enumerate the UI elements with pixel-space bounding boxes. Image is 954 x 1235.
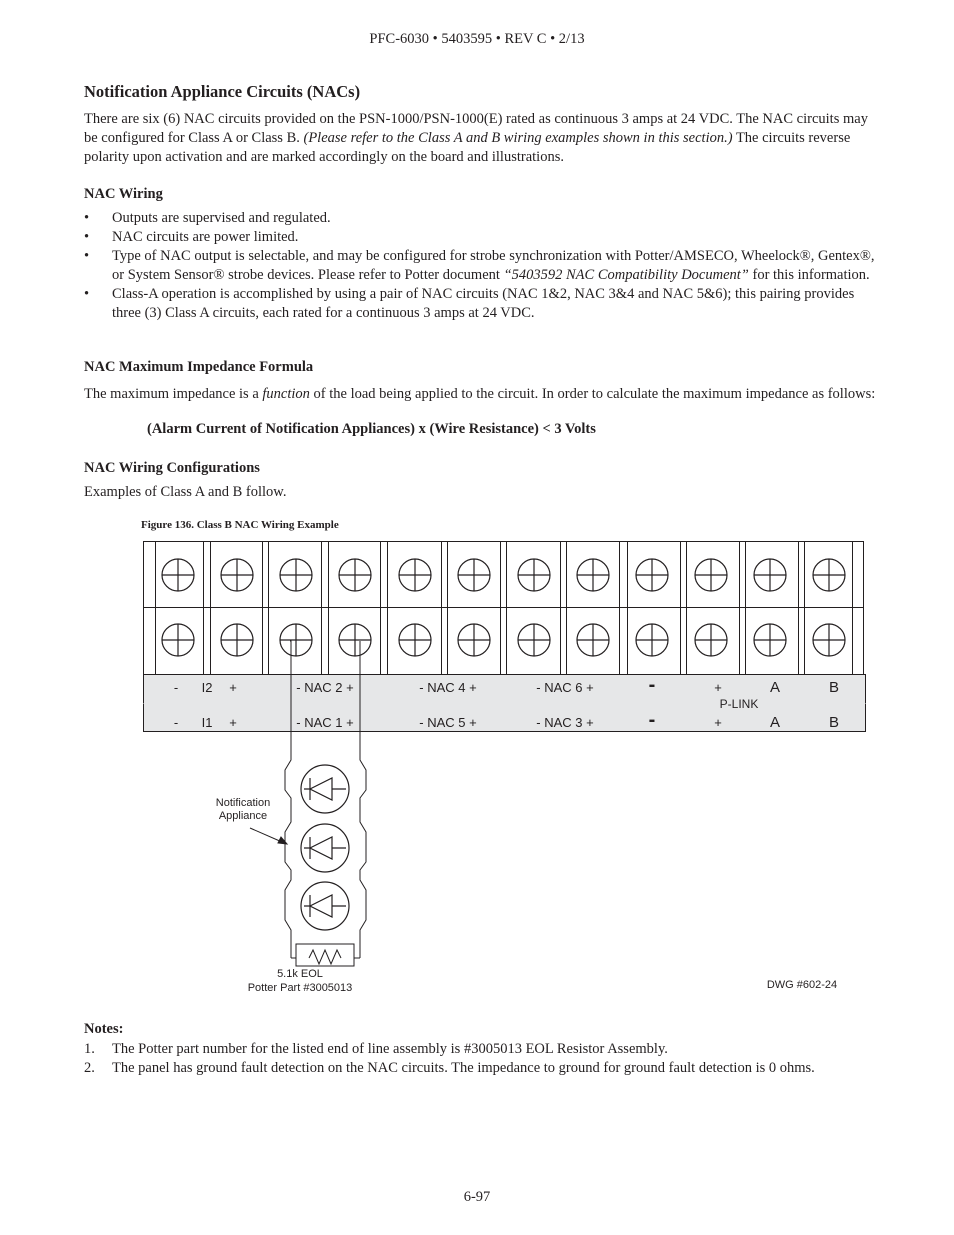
screw-terminal-icon	[458, 624, 490, 656]
label-nac1: - NAC 1 +	[296, 715, 354, 730]
appliance-pointer-arrow	[250, 828, 287, 844]
label-i2-plus: +	[229, 680, 237, 695]
screw-terminal-icon	[458, 559, 490, 591]
drawing-number: DWG #602-24	[766, 979, 838, 991]
label-plink-a-bottom: A	[769, 714, 781, 731]
label-i2-minus: -	[173, 680, 179, 695]
page-header: PFC-6030 • 5403595 • REV C • 2/13	[369, 31, 585, 47]
screw-terminal-icon	[518, 559, 550, 591]
list-item: 2. The panel has ground fault detection on the NAC circuits. The impedance to ground for ground fault detection is 0 ohms.	[84, 1060, 815, 1076]
page-number: 6-97	[463, 1189, 491, 1205]
eol-label-line1: 5.1k EOL	[277, 968, 323, 980]
label-plink-plus-top: +	[714, 680, 722, 695]
section-title: Notification Appliance Circuits (NACs)	[84, 82, 361, 101]
configs-heading: NAC Wiring Configurations	[84, 460, 260, 476]
label-plink-plus-bottom: +	[714, 715, 722, 730]
label-plink-minus-bottom: -	[648, 709, 656, 731]
notification-appliance	[301, 882, 349, 930]
screw-terminal-icon	[518, 624, 550, 656]
intro-text-1: There are six (6) NAC circuits provided on the PSN-1000/PSN-1000(E) rated as continuous 3 amps at 24 VDC. The NAC circuits may be configured for Class A or Class B.	[84, 111, 868, 146]
bullet-marker: •	[84, 229, 90, 245]
screw-terminal-icon	[577, 624, 609, 656]
label-i2: I2	[201, 680, 213, 695]
impedance-formula: (Alarm Current of Notification Appliances) x (Wire Resistance) < 3 Volts	[147, 421, 596, 437]
screw-terminal-icon	[754, 559, 786, 591]
label-nac3: - NAC 3 +	[536, 715, 594, 730]
label-plink-b-top: B	[828, 679, 840, 696]
label-nac2: - NAC 2 +	[296, 680, 354, 695]
eol-resistor	[296, 944, 354, 966]
document-reference: “5403592 NAC Compatibility Document”	[503, 267, 749, 283]
screw-terminal-icon	[754, 624, 786, 656]
list-item: • NAC circuits are power limited.	[84, 229, 299, 245]
eol-label-line2: Potter Part #3005013	[247, 982, 353, 994]
intro-italic-note: (Please refer to the Class A and B wiring examples shown in this section.)	[303, 130, 733, 146]
bullet-marker: •	[84, 210, 90, 226]
screw-terminal-icon	[280, 624, 312, 656]
notes-heading: Notes:	[84, 1021, 124, 1037]
label-nac5: - NAC 5 +	[419, 715, 477, 730]
impedance-paragraph: The maximum impedance is a function of the load being applied to the circuit. In order to calculate the maximum impedance as follows:	[84, 386, 876, 402]
screw-terminal-icon	[399, 559, 431, 591]
label-nac6: - NAC 6 +	[536, 680, 594, 695]
screw-terminal-icon	[636, 559, 668, 591]
appliance-label-line1: Notification	[215, 797, 271, 809]
screw-terminal-icon	[280, 559, 312, 591]
list-item: 1. The Potter part number for the listed end of line assembly is #3005013 EOL Resistor Assembly.	[84, 1041, 668, 1057]
bullet-marker: •	[84, 248, 90, 264]
bullet-marker: •	[84, 286, 90, 302]
notes-list	[84, 1040, 904, 1078]
label-plink-a-top: A	[769, 679, 781, 696]
appliance-label-line2: Appliance	[218, 810, 268, 822]
screw-terminal-icon	[813, 624, 845, 656]
screw-terminal-icon	[577, 559, 609, 591]
figure-caption: Figure 136. Class B NAC Wiring Example	[141, 519, 339, 531]
list-item: • Class-A operation is accomplished by using a pair of NAC circuits (NAC 1&2, NAC 3&4 and NAC 5&6); this pairing provides three (3) Class A circuits, each rated for a continuous 3 amps at 24 VDC.	[84, 286, 855, 321]
note-number: 1.	[84, 1041, 95, 1057]
screw-terminal-icon	[339, 559, 371, 591]
list-item: • Type of NAC output is selectable, and may be configured for strobe synchronization with Potter/AMSECO, Wheelock®, Gentex®, or System Sensor® strobe devices. Please refer to Potter document “5403592 NAC Compatibility Document” for this information.	[84, 248, 875, 283]
screw-terminal-icon	[813, 559, 845, 591]
note-number: 2.	[84, 1060, 95, 1076]
screw-terminal-icon	[695, 559, 727, 591]
label-plink: P-LINK	[719, 697, 759, 711]
notification-appliance	[301, 765, 349, 813]
configs-text: Examples of Class A and B follow.	[84, 484, 287, 500]
label-plink-minus-top: -	[648, 674, 656, 696]
screw-terminal-icon	[636, 624, 668, 656]
notification-appliance	[301, 824, 349, 872]
screw-terminal-icon	[221, 624, 253, 656]
label-nac4: - NAC 4 +	[419, 680, 477, 695]
screw-terminal-icon	[221, 559, 253, 591]
screw-terminal-icon	[162, 559, 194, 591]
label-i1-minus: -	[173, 715, 179, 730]
intro-text-2: The circuits reverse polarity upon activation and are marked accordingly on the board and illustrations.	[84, 130, 851, 165]
impedance-heading: NAC Maximum Impedance Formula	[84, 359, 314, 375]
screw-terminal-icon	[399, 624, 431, 656]
label-plink-b-bottom: B	[828, 714, 840, 731]
nac-wiring-heading: NAC Wiring	[84, 186, 163, 202]
label-i1-plus: +	[229, 715, 237, 730]
screw-terminal-icon	[695, 624, 727, 656]
screw-terminal-icon	[162, 624, 194, 656]
screw-terminal-icon	[339, 624, 371, 656]
label-i1: I1	[201, 715, 213, 730]
function-italic: function	[262, 386, 310, 402]
list-item: • Outputs are supervised and regulated.	[84, 210, 331, 226]
